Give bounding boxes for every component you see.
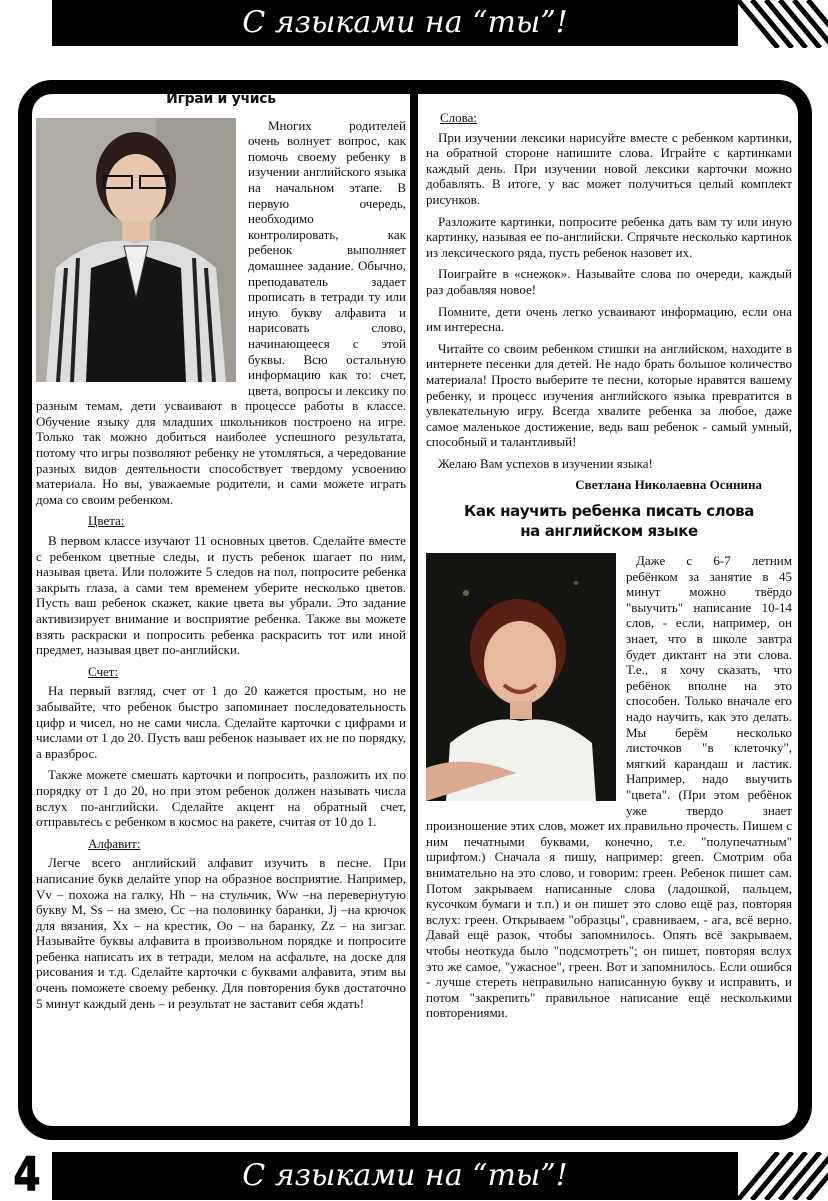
colors-heading: Цвета: — [88, 513, 125, 529]
header-title: С языками на “ты”! — [242, 5, 568, 40]
words-heading: Слова: — [440, 110, 478, 125]
author-signature: Светлана Николаевна Осинина — [575, 477, 762, 493]
footer-title: С языками на “ты”! — [242, 1158, 568, 1193]
article2-title-line-1: Как научить ребенка писать слова — [464, 502, 754, 521]
footer-banner — [52, 1152, 758, 1200]
alphabet-heading: Алфавит: — [88, 835, 141, 851]
article1-left-column — [36, 92, 406, 1017]
header-banner — [52, 0, 758, 46]
colors-text: В первом классе изучают 11 основных цветов. Сделайте вместе с ребенком цветные следы, и пусть ребенок шагает по ним, называя цвета. Или положите 5 следов на пол, попросите ребенка закрыть глаза, а сами тем временем уберите несколько цветов. Пусть ваш ребенок скажет, какие цвета вы убрали. Это задание активизирует внимание и восприятие ребенка. Также вы можете взять раскраски и попросить ребенка раскрасить тот или иной предмет, называя цвет по-английски. — [36, 533, 406, 658]
alphabet-text: Легче всего английский алфавит изучить в песне. При написание букв делайте упор на образное восприятие. Например, Vv – похожа на галку, Hh – на стульчик, Ww –на перевернутую букву М, Ss – на змею, Cc –на половинку баранки, Jj –на крючок для вязания, Xx – на крестик, Oo – на баранку, Zz – на зигзаг. Называйте буквы алфавита в произвольном порядке и попросите ребенка написать их в тетради, мелом на асфальте, на доске для рисования и т.д. Сделайте карточки с буквами алфавита, этим вы очень поможете своему ребенку. Для повторения букв достаточно 5 минут каждый день – и результат не заставит себя ждать! — [36, 855, 406, 1011]
closing-line: Желаю Вам успехов в изучении языка! — [438, 455, 653, 471]
words-text-1: При изучении лексики нарисуйте вместе с ребенком картинки, на обратной стороне напишите слова. Играйте с картинками каждый день. При изучении новой лексики карточки можно добавлять. В итоге, у вас может получиться целый комплект рисунков. — [426, 129, 792, 207]
stripes-decoration-bottom — [738, 1152, 828, 1200]
words-text-5: Читайте со своим ребенком стишки на английском, находите в интернете песенки для детей. Не надо брать большое количество материала! Просто выберите те песни, которые нравятся вашему ребенку, и процесс изучения английского языка превратится в увлекательную игру. Всегда хвалите ребенка за любое, даже самое маленькое достижение, ведь ваш ребенок - самый умный, способный и талантливый! — [426, 340, 792, 450]
article2-text: Даже с 6-7 летним ребёнком за занятие в 45 минут можно твёрдо "выучить" написание 10-14 слов, - если, например, он знает, что в школе завтра будет диктант на эти слова. Т.е., я хочу сказать, что ребёнок вполне на это способен. Только вначале его надо научить, как это делать. Мы берём несколько листочков "в клеточку", мягкий карандаш и ластик. Например, надо выучить "цвета". (При этом ребёнок уже твердо знает произношение этих слов, может их правильно прочесть. Пишем с ним печатными буквами, конечно, т.е. "полупечатным" шрифтом.) Сначала я пишу, например: green. Смотрим оба внимательно на это слово, и говорим: греен. Ребенок пишет сам. Потом закрываем написанные слова (ладошкой, пальцем, кусочком бумаги и т.п.) и он пишет это слово ещё раз, повторяя вслух: греен. Открываем "образцы", сравниваем, - ага, всё верно. Давай ещё разок, чтобы запомнилось. Опять всё закрываем, чтобы неоткуда было "подсмотреть"; он пишет, повторяя вслух это же самое, "ужасное", греен. Вот и запомнилось. Если ошибся - лучше стереть неправильно написанную букву и исправить, и потом "закрепить" правильное написание ещё несколькими повторениями. — [426, 553, 792, 1021]
stripes-decoration — [738, 0, 828, 48]
words-text-4: Помните, дети очень легко усваивают информацию, если она им интересна. — [426, 303, 792, 335]
article1-right-column — [426, 106, 792, 1027]
page-number: 4 — [0, 1148, 54, 1200]
article2-title — [426, 501, 792, 541]
words-text-2: Разложите картинки, попросите ребенка дать вам ту или иную картинку, называя ее по-английски. Спрячьте несколько картинок из лексического ряда, пусть ребенок назовет их. — [426, 213, 792, 260]
count-heading: Счет: — [88, 663, 119, 679]
article2-photo — [426, 553, 616, 801]
count-text-2: Также можете смешать карточки и попросить, разложить их по порядку от 1 до 20, но при этом ребенок должен называть числа вслух по-английски. Сделайте акцент на обратный счет, отправьтесь с ребенком в космос на ракете, считая от 10 до 1. — [36, 767, 406, 830]
article1-intro: Многих родителей очень волнует вопрос, как помочь своему ребенку в изучении английского языка на начальном этапе. В первую очередь, необходимо контролировать, как ребенок выполняет домашнее задание. Обычно, преподаватель задает прописать в тетради ту или иную букву алфавита и нарисовать слово, начинающееся с этой буквы. Всю остальную информацию как то: счет, цвета, вопросы и лексику по разным темам, дети усваивают в процессе работы в классе. Обучение языку для младших школьников построено на игре. Только так можно добиться наиболее успешного результата, потому что игры позволяют ребенку не утомляться, а чередование разных видов деятельности способствует твердому усвоению материала. Но вы, уважаемые родители, и сами можете играть дома со своим ребенком. — [36, 117, 407, 507]
author-photo — [36, 118, 236, 382]
words-text-3: Поиграйте в «снежок». Называйте слова по очереди, каждый раз добавляя новое! — [426, 266, 792, 297]
article1-title: Играй и учись — [166, 91, 276, 107]
article2-title-line-2: на английском языке — [520, 522, 698, 541]
count-text-1: На первый взгляд, счет от 1 до 20 кажется простым, но не забывайте, что ребенок быстро запоминает последовательность цифр и чисел, но не сами числа. Сделайте карточки с цифрами и числами от 1 до 20. Пусть ваш ребенок называет их не по порядку, а вразброс. — [36, 683, 406, 761]
